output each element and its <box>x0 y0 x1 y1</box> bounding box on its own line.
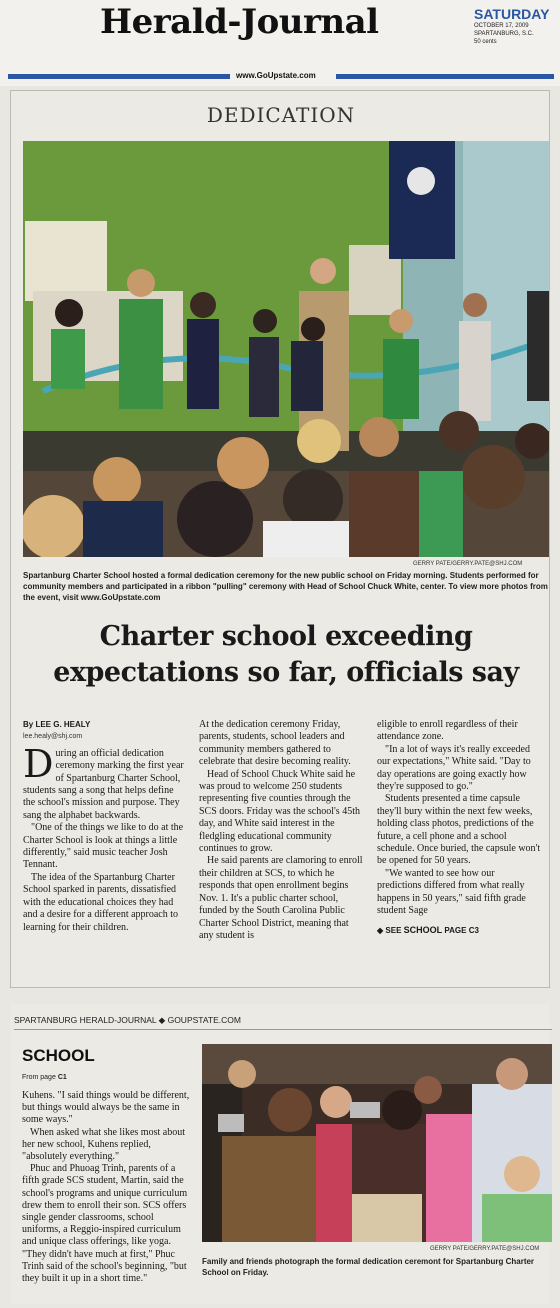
dedication-photo <box>23 141 549 557</box>
folio-rule <box>14 1029 552 1030</box>
date-block <box>474 6 554 46</box>
jump-link[interactable]: ◆ SEE SCHOOL PAGE C3 <box>377 924 479 935</box>
paragraph: eligible to enroll regardless of their attendance zone. <box>377 719 518 743</box>
paragraph: Head of School Chuck White said he was proud to welcome 250 students representing five counties through the SCS doors. Friday was the school's 45th day, and White said interest in the fledgling educational community continues to grow. <box>199 768 360 855</box>
article-headline <box>23 619 549 691</box>
price-label: 50 cents <box>474 39 497 45</box>
day-label: SATURDAY <box>474 6 550 22</box>
photo-caption-2: Family and friends photograph the formal dedication ceremont for Spartanburg Charter School on Friday. <box>202 1257 535 1277</box>
paragraph: At the dedication ceremony Friday, parents, students, school leaders and community members gathered to celebrate that desire becoming reality. <box>199 719 351 768</box>
diamond-icon: ◆ <box>377 925 384 935</box>
drop-cap: D <box>23 741 54 786</box>
paragraph: The idea of the Spartanburg Charter School sparked in parents, dissatisfied with the educational choices they had and a desire for a different approach to learning for their children. <box>23 871 179 933</box>
website-url[interactable]: www.GoUpstate.com <box>236 71 316 80</box>
paragraph: Phuc and Phuoag Trinh, parents of a fifth grade SCS student, Martin, said the school's programs and unique curriculum drew them to enroll their son. SCS offers single gender classrooms, school uniforms, a Reggio-inspired curriculum and unique class offerings, like yoga. "They didn't have much at first," Phuc Trinh said of the school's beginning, "but they built it up in a short time." <box>22 1163 188 1285</box>
masthead-rule-left <box>8 74 230 79</box>
paragraph: Students presented a time capsule they'll bury within the next few weeks, holding class photos, predictions of the future, a cell phone and a school schedule. Once buried, the capsule won't be opened for 50 years. <box>377 793 541 867</box>
from-page-line: From page C1 <box>22 1074 67 1081</box>
paragraph: During an official dedication ceremony marking the first year of Spartanburg Charter School, students sang a song that helps define the school's mission and purpose. They sang the alphabet backwards. <box>23 741 184 821</box>
masthead <box>0 0 560 86</box>
byline: By LEE G. HEALY <box>23 720 91 729</box>
article-column-1 <box>23 719 187 934</box>
photo-credit: GERRY PATE/GERRY.PATE@SHJ.COM <box>413 561 523 567</box>
masthead-rule-right <box>336 74 554 79</box>
author-email[interactable]: lee.healy@shj.com <box>23 733 83 741</box>
photo-credit-2: GERRY PATE/GERRY.PATE@SHJ.COM <box>430 1246 540 1252</box>
newspaper-logo: Herald-Journal <box>100 2 379 42</box>
jump-headline: SCHOOL <box>22 1046 95 1065</box>
jump-column <box>22 1090 194 1285</box>
family-photo <box>202 1044 552 1242</box>
paragraph: Kuhens. "I said things would be different, but things would always be the same in some ways." <box>22 1090 190 1126</box>
headline-line-2: expectations so far, officials say <box>53 657 519 688</box>
jump-page-folio: SPARTANBURG HERALD-JOURNAL ◆ GOUPSTATE.COM <box>14 1015 241 1025</box>
article-frame <box>10 90 550 988</box>
date-label: OCTOBER 17, 2009 <box>474 23 529 29</box>
paragraph: "One of the things we like to do at the Charter School is look at things a little differently," said music teacher Josh Tennant. <box>23 822 184 871</box>
article-column-3 <box>377 719 541 937</box>
article-column-2 <box>199 719 363 942</box>
headline-line-1: Charter school exceeding <box>99 621 473 652</box>
city-label: SPARTANBURG, S.C. <box>474 31 534 37</box>
photo-caption: Spartanburg Charter School hosted a formal dedication ceremony for the new public school on Friday morning. Students performed for community members and participated in a ribbon "pulling" ceremony with Head of School Chuck White, center. To view more photos from the event, visit www.GoUpstate.com <box>23 571 548 602</box>
paragraph: "We wanted to see how our predictions differed from what really happens in 50 years," said fifth grade student Sage <box>377 867 526 917</box>
paragraph: He said parents are clamoring to enroll their children at SCS, to which he responds that open enrollment begins Nov. 1. It's a public charter school, funded by the South Carolina Public Charter School District, meaning that any student is <box>199 855 363 941</box>
section-heading: DEDICATION <box>206 103 356 127</box>
paragraph: "In a lot of ways it's really exceeded our expectations," White said. "Day to day operations are going exactly how they're supposed to go." <box>377 743 531 793</box>
paragraph: When asked what she likes most about her new school, Kuhens replied, "absolutely everything." <box>22 1126 185 1163</box>
